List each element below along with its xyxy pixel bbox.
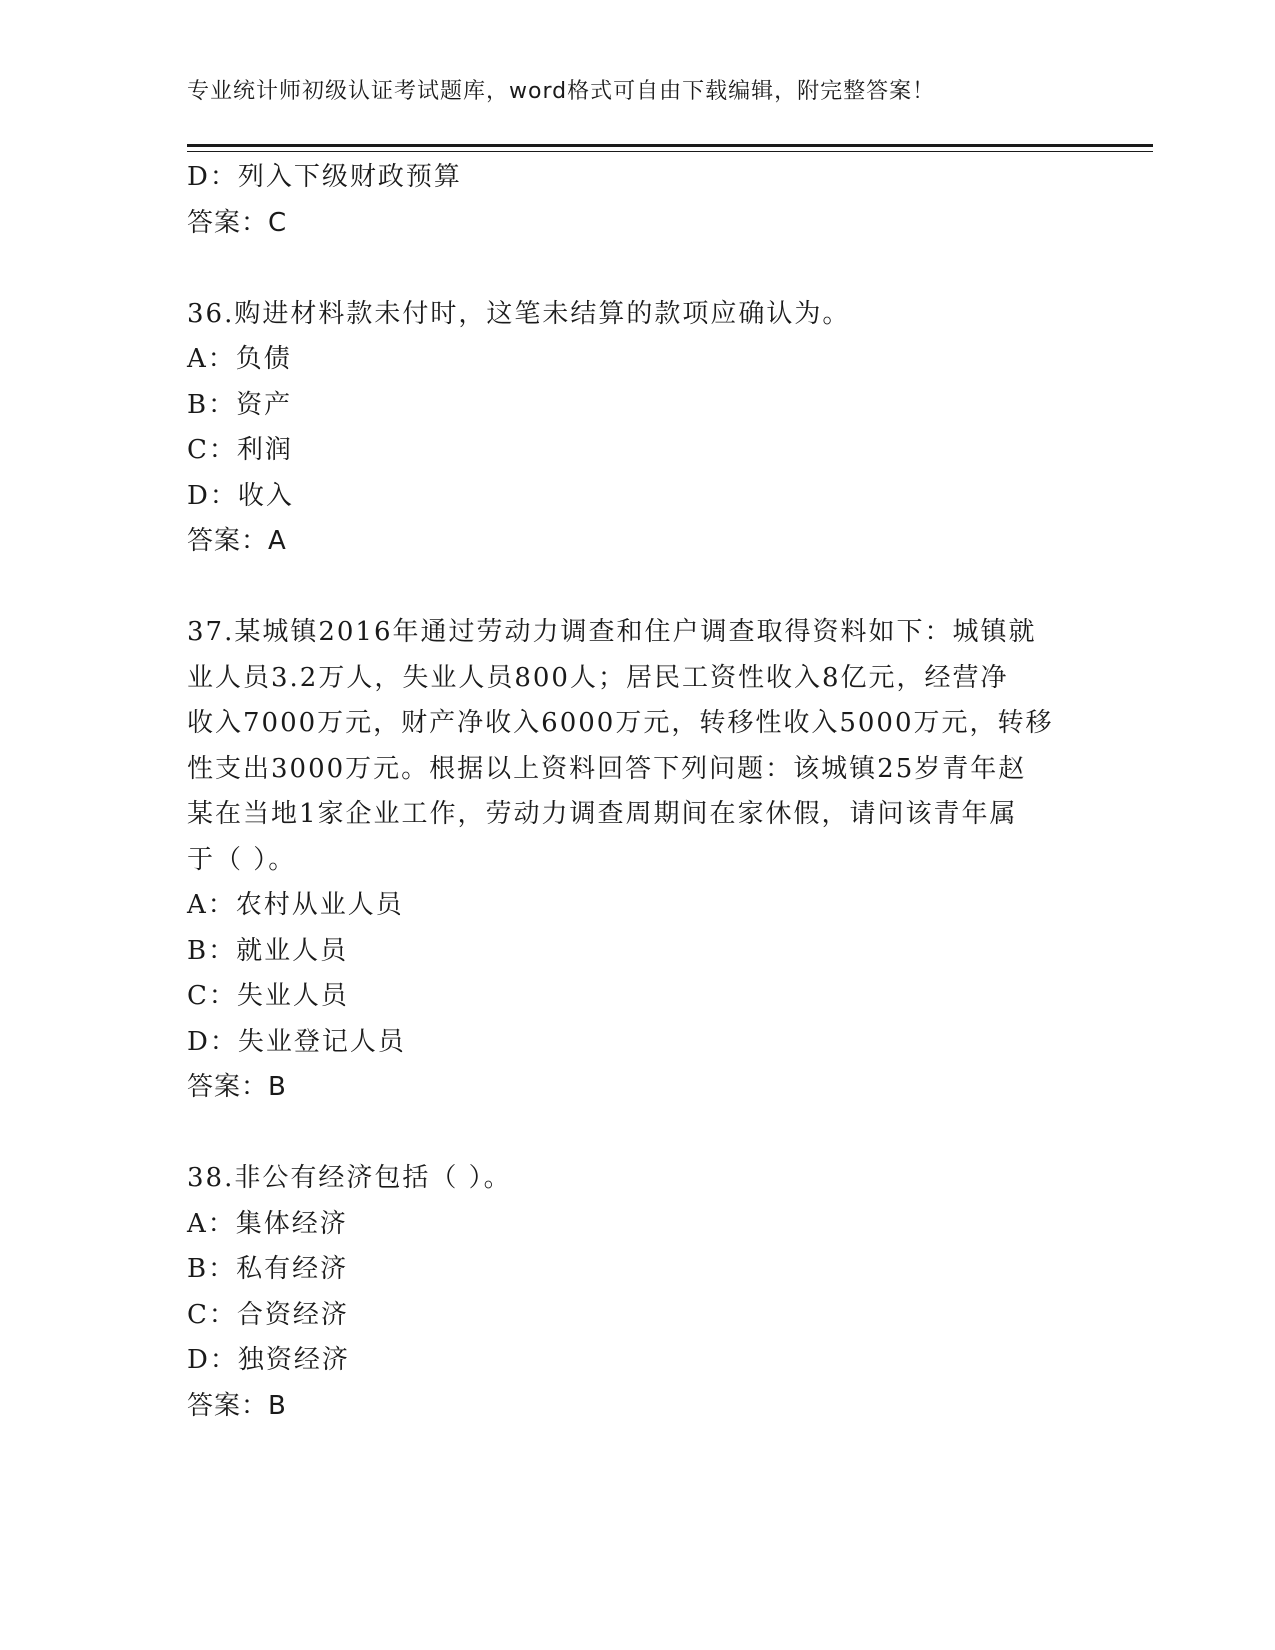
question-36-option-a: A：负债 (187, 344, 292, 374)
document-header: 专业统计师初级认证考试题库，word格式可自由下载编辑，附完整答案！ (187, 79, 936, 104)
question-37-stem-line: 某在当地1家企业工作，劳动力调查周期间在家休假，请问该青年属 (187, 799, 1018, 829)
question-36-answer: 答案：A (187, 526, 287, 556)
prev-option-d: D：列入下级财政预算 (187, 162, 462, 192)
header-rule-thin (187, 151, 1153, 152)
question-38-option-c: C：合资经济 (187, 1299, 349, 1330)
question-37-option-c: C：失业人员 (187, 981, 349, 1011)
question-38-option-a: A：集体经济 (187, 1208, 348, 1239)
spacer (187, 565, 1087, 611)
question-37-option-a: A：农村从业人员 (187, 890, 404, 920)
question-37-option-d: D：失业登记人员 (187, 1026, 406, 1057)
question-38-answer: 答案：B (187, 1390, 287, 1421)
question-37-stem-line: 于（ ）。 (187, 844, 297, 875)
question-37-option-b: B：就业人员 (187, 935, 349, 966)
question-36-option-d: D：收入 (187, 480, 294, 511)
question-36-stem: 36.购进材料款未付时，这笔未结算的款项应确认为。 (187, 298, 851, 329)
spacer (187, 246, 1087, 292)
question-37-stem-line: 37.某城镇2016年通过劳动力调查和住户调查取得资料如下：城镇就 (187, 617, 1037, 647)
question-37-stem-line: 业人员3.2万人，失业人员800人；居民工资性收入8亿元，经营净 (187, 662, 1009, 693)
question-content (187, 155, 1087, 1429)
header-rule-thick (187, 144, 1153, 147)
question-38-stem: 38.非公有经济包括（ ）。 (187, 1163, 512, 1193)
question-38-option-b: B：私有经济 (187, 1254, 349, 1284)
spacer (187, 1111, 1087, 1157)
question-37-stem-line: 收入7000万元，财产净收入6000万元，转移性收入5000万元，转移 (187, 708, 1054, 738)
question-36-option-c: C：利润 (187, 435, 293, 465)
question-37-answer: 答案：B (187, 1072, 287, 1102)
question-38-option-d: D：独资经济 (187, 1345, 350, 1375)
question-36-option-b: B：资产 (187, 389, 293, 420)
prev-answer: 答案：C (187, 207, 288, 238)
question-37-stem-line: 性支出3000万元。根据以上资料回答下列问题：该城镇25岁青年赵 (187, 753, 1027, 784)
